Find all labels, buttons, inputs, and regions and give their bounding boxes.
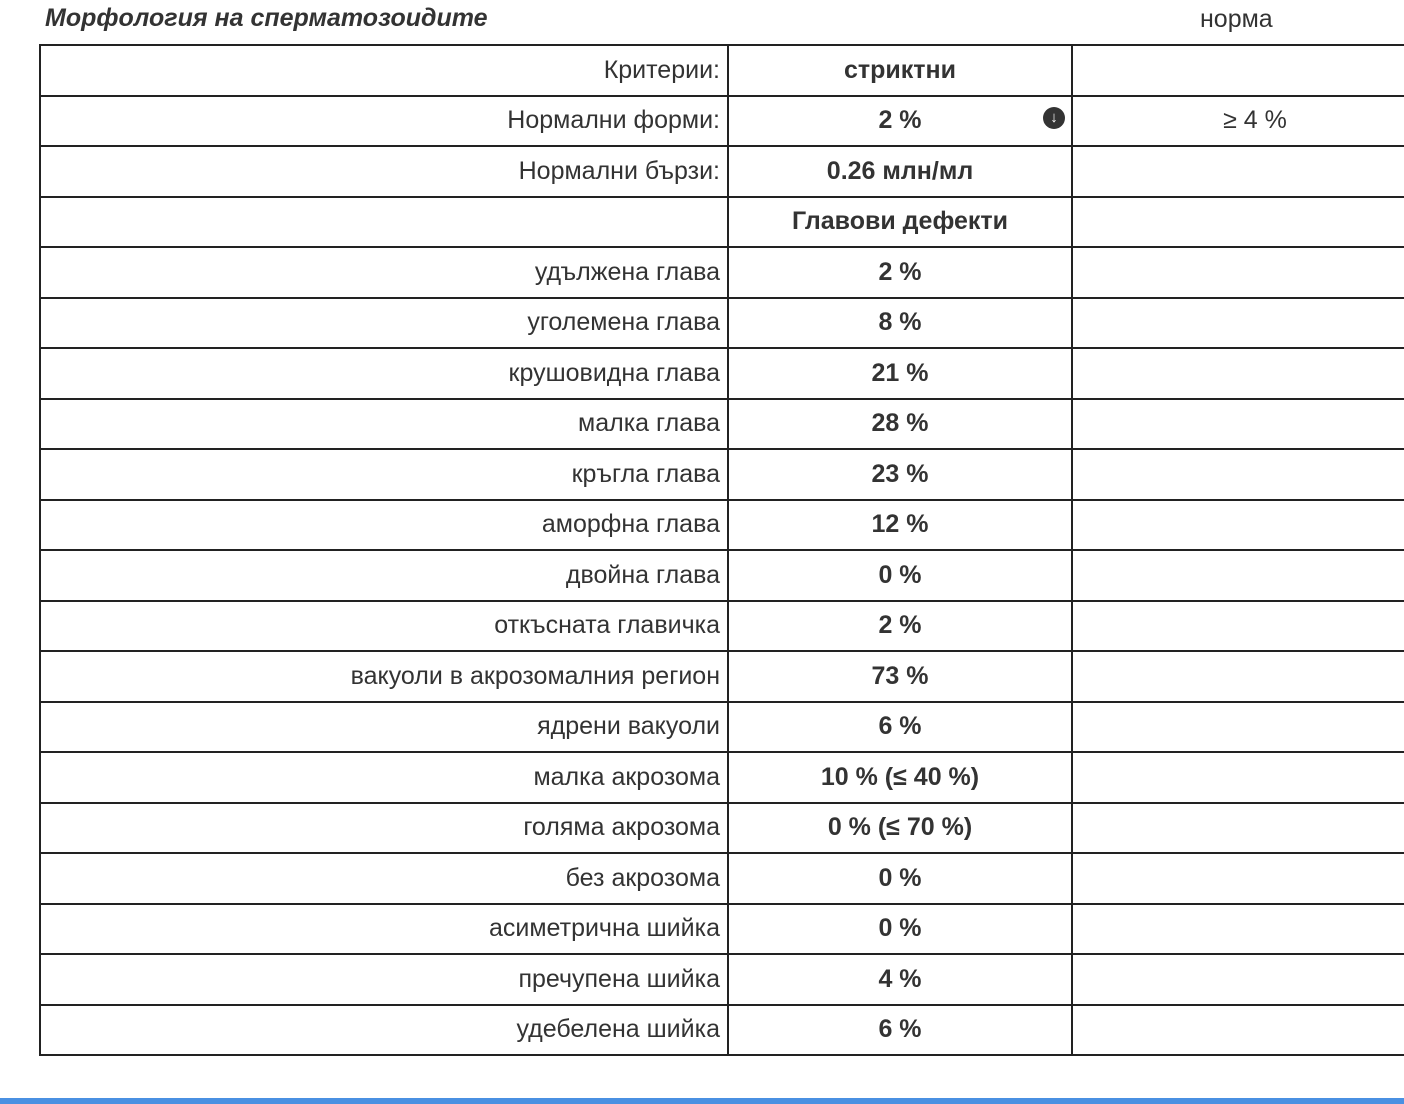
row-value — [728, 853, 1072, 904]
row-label: малка акрозома — [40, 752, 728, 803]
row-norm — [1072, 500, 1404, 551]
row-label: кръгла глава — [40, 449, 728, 500]
row-value — [728, 550, 1072, 601]
row-value — [728, 752, 1072, 803]
value-text: 6 % — [878, 1015, 922, 1044]
row-norm — [1072, 904, 1404, 955]
row-label: асиметрична шийка — [40, 904, 728, 955]
table-row — [40, 96, 1404, 147]
value-text: 12 % — [871, 510, 929, 539]
table-row — [40, 550, 1404, 601]
table-row — [40, 702, 1404, 753]
row-norm — [1072, 399, 1404, 450]
table-row — [40, 853, 1404, 904]
value-text: 0 % — [878, 914, 922, 943]
value-text: 6 % — [878, 712, 922, 741]
row-label: ядрени вакуоли — [40, 702, 728, 753]
row-norm — [1072, 298, 1404, 349]
table-row — [40, 904, 1404, 955]
value-text: 0 % (≤ 70 %) — [827, 813, 973, 842]
row-norm — [1072, 146, 1404, 197]
value-text: 0 % — [878, 560, 922, 589]
row-value — [728, 348, 1072, 399]
table-row — [40, 752, 1404, 803]
row-norm — [1072, 247, 1404, 298]
row-norm — [1072, 803, 1404, 854]
value-text: 73 % — [871, 661, 929, 690]
row-value — [728, 45, 1072, 96]
table-row — [40, 348, 1404, 399]
row-norm — [1072, 45, 1404, 96]
row-label: вакуоли в акрозомалния регион — [40, 651, 728, 702]
row-norm — [1072, 702, 1404, 753]
value-text: 4 % — [878, 964, 922, 993]
value-text: 8 % — [878, 308, 922, 337]
table-row — [40, 651, 1404, 702]
row-label: удебелена шийка — [40, 1005, 728, 1056]
row-value — [728, 803, 1072, 854]
row-label: без акрозома — [40, 853, 728, 904]
table-row — [40, 803, 1404, 854]
row-label: Нормални бързи: — [40, 146, 728, 197]
value-text: 2 % — [878, 106, 922, 135]
row-label: двойна глава — [40, 550, 728, 601]
row-norm — [1072, 1005, 1404, 1056]
row-label — [40, 197, 728, 248]
row-label: удължена глава — [40, 247, 728, 298]
table-row — [40, 45, 1404, 96]
table-row — [40, 601, 1404, 652]
row-label: уголемена глава — [40, 298, 728, 349]
row-value — [728, 247, 1072, 298]
row-value — [728, 197, 1072, 248]
row-value — [728, 954, 1072, 1005]
norm-column-header: норма — [1200, 5, 1273, 33]
row-norm — [1072, 853, 1404, 904]
value-text: 10 % (≤ 40 %) — [820, 762, 980, 791]
value-text: стриктни — [843, 55, 956, 84]
arrow-down-icon: ↓ — [1043, 107, 1065, 129]
table-row — [40, 1005, 1404, 1056]
row-value — [728, 651, 1072, 702]
row-value — [728, 601, 1072, 652]
value-text: 23 % — [871, 459, 929, 488]
row-label: Критерии: — [40, 45, 728, 96]
row-label: откъсната главичка — [40, 601, 728, 652]
bottom-accent-bar — [0, 1098, 1404, 1104]
row-label: малка глава — [40, 399, 728, 450]
row-value — [728, 702, 1072, 753]
row-norm — [1072, 197, 1404, 248]
value-text: 2 % — [878, 257, 922, 286]
value-text: 0.26 млн/мл — [826, 156, 974, 185]
row-value — [728, 96, 1072, 147]
row-label: Нормални форми: — [40, 96, 728, 147]
row-label: крушовидна глава — [40, 348, 728, 399]
row-norm — [1072, 752, 1404, 803]
row-value — [728, 1005, 1072, 1056]
value-text: 28 % — [871, 409, 929, 438]
value-text: 2 % — [878, 611, 922, 640]
row-value — [728, 449, 1072, 500]
row-label: аморфна глава — [40, 500, 728, 551]
row-norm — [1072, 550, 1404, 601]
morphology-table — [39, 44, 1404, 1056]
section-title: Морфология на сперматозоидите — [45, 4, 488, 32]
value-text: 0 % — [878, 863, 922, 892]
table-row — [40, 298, 1404, 349]
row-value — [728, 500, 1072, 551]
row-norm — [1072, 449, 1404, 500]
row-label: пречупена шийка — [40, 954, 728, 1005]
row-norm: ≥ 4 % — [1072, 96, 1404, 147]
row-norm — [1072, 601, 1404, 652]
row-norm — [1072, 651, 1404, 702]
row-label: голяма акрозома — [40, 803, 728, 854]
value-text: 21 % — [871, 358, 929, 387]
table-row — [40, 954, 1404, 1005]
row-value — [728, 399, 1072, 450]
value-text: Главови дефекти — [791, 207, 1009, 236]
row-value — [728, 298, 1072, 349]
row-norm — [1072, 954, 1404, 1005]
row-value — [728, 146, 1072, 197]
row-norm — [1072, 348, 1404, 399]
table-row — [40, 399, 1404, 450]
table-row — [40, 146, 1404, 197]
row-value — [728, 904, 1072, 955]
table-row — [40, 500, 1404, 551]
table-row — [40, 247, 1404, 298]
table-row — [40, 449, 1404, 500]
table-row — [40, 197, 1404, 248]
